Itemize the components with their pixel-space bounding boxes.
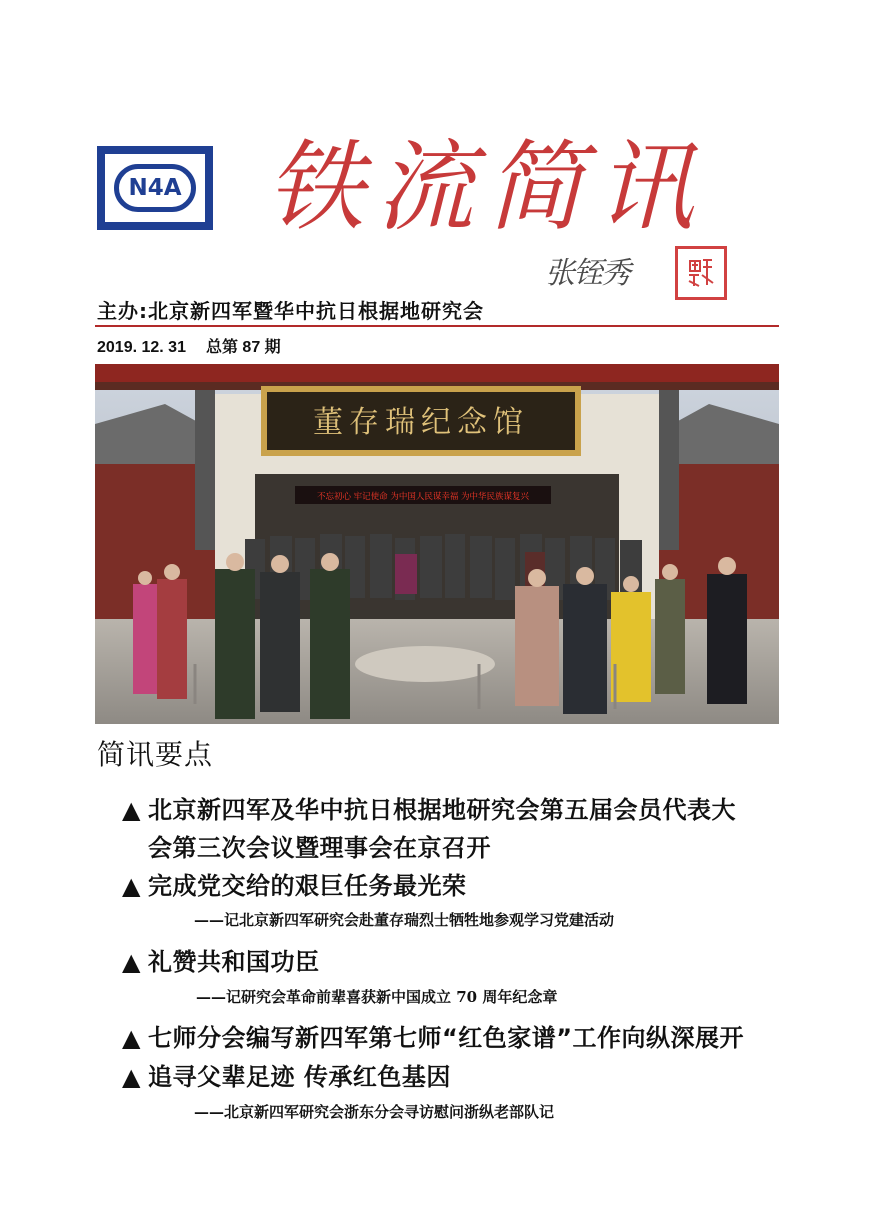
bullet-triangle-icon: ▲ bbox=[122, 796, 141, 824]
masthead-title: 铁流简讯 bbox=[266, 131, 707, 245]
header-divider bbox=[95, 325, 779, 327]
issue-date: 2019. 12. 31 bbox=[97, 339, 186, 356]
bullet-triangle-icon: ▲ bbox=[122, 948, 141, 976]
logo-text: N4A bbox=[114, 164, 196, 212]
red-seal-icon bbox=[675, 246, 727, 300]
highlight-item-1-cont bbox=[148, 828, 491, 863]
led-banner: 不忘初心 牢记使命 为中国人民谋幸福 为中华民族谋复兴 bbox=[316, 492, 530, 502]
highlight-item-2 bbox=[122, 866, 467, 901]
highlight-item-1-line2: 会第三次会议暨理事会在京召开 bbox=[148, 834, 491, 862]
highlight-item-3 bbox=[122, 942, 320, 977]
logo-frame bbox=[103, 152, 207, 224]
highlights-title: 简讯要点 bbox=[97, 738, 214, 771]
highlight-item-3-subtitle: ——记研究会革命前辈喜获新中国成立 70 周年纪念章 bbox=[196, 988, 558, 1006]
bullet-triangle-icon: ▲ bbox=[122, 872, 141, 900]
sponsor-line bbox=[97, 295, 484, 324]
highlight-item-3-line1: 礼赞共和国功臣 bbox=[148, 948, 320, 976]
highlight-item-2-line1: 完成党交给的艰巨任务最光荣 bbox=[148, 872, 467, 900]
bullet-triangle-icon: ▲ bbox=[122, 1063, 141, 1091]
plaque-text: 董存瑞纪念馆 bbox=[313, 405, 529, 440]
bullet-triangle-icon: ▲ bbox=[122, 1024, 141, 1052]
highlight-item-5 bbox=[122, 1057, 451, 1092]
highlight-item-1-line1: 北京新四军及华中抗日根据地研究会第五届会员代表大 bbox=[148, 796, 736, 824]
highlight-item-1 bbox=[122, 790, 736, 825]
n4a-logo bbox=[97, 146, 213, 230]
highlight-item-5-line1: 追寻父辈足迹 传承红色基因 bbox=[148, 1063, 451, 1091]
group-photo bbox=[95, 364, 779, 724]
highlight-item-2-subtitle: ——记北京新四军研究会赴董存瑞烈士牺牲地参观学习党建活动 bbox=[194, 911, 615, 929]
highlight-item-5-subtitle: ——北京新四军研究会浙东分会寻访慰问浙纵老部队记 bbox=[194, 1103, 555, 1121]
issue-number: 总第 87 期 bbox=[205, 339, 281, 356]
highlight-item-4-line1: 七师分会编写新四军第七师“红色家谱”工作向纵深展开 bbox=[148, 1024, 745, 1052]
issue-line bbox=[97, 334, 281, 357]
highlight-item-4 bbox=[122, 1018, 744, 1053]
sponsor-label: 主办: bbox=[97, 299, 148, 323]
calligraphy-signature: 张铚秀 bbox=[545, 256, 629, 291]
sponsor-org: 北京新四军暨华中抗日根据地研究会 bbox=[148, 299, 484, 323]
